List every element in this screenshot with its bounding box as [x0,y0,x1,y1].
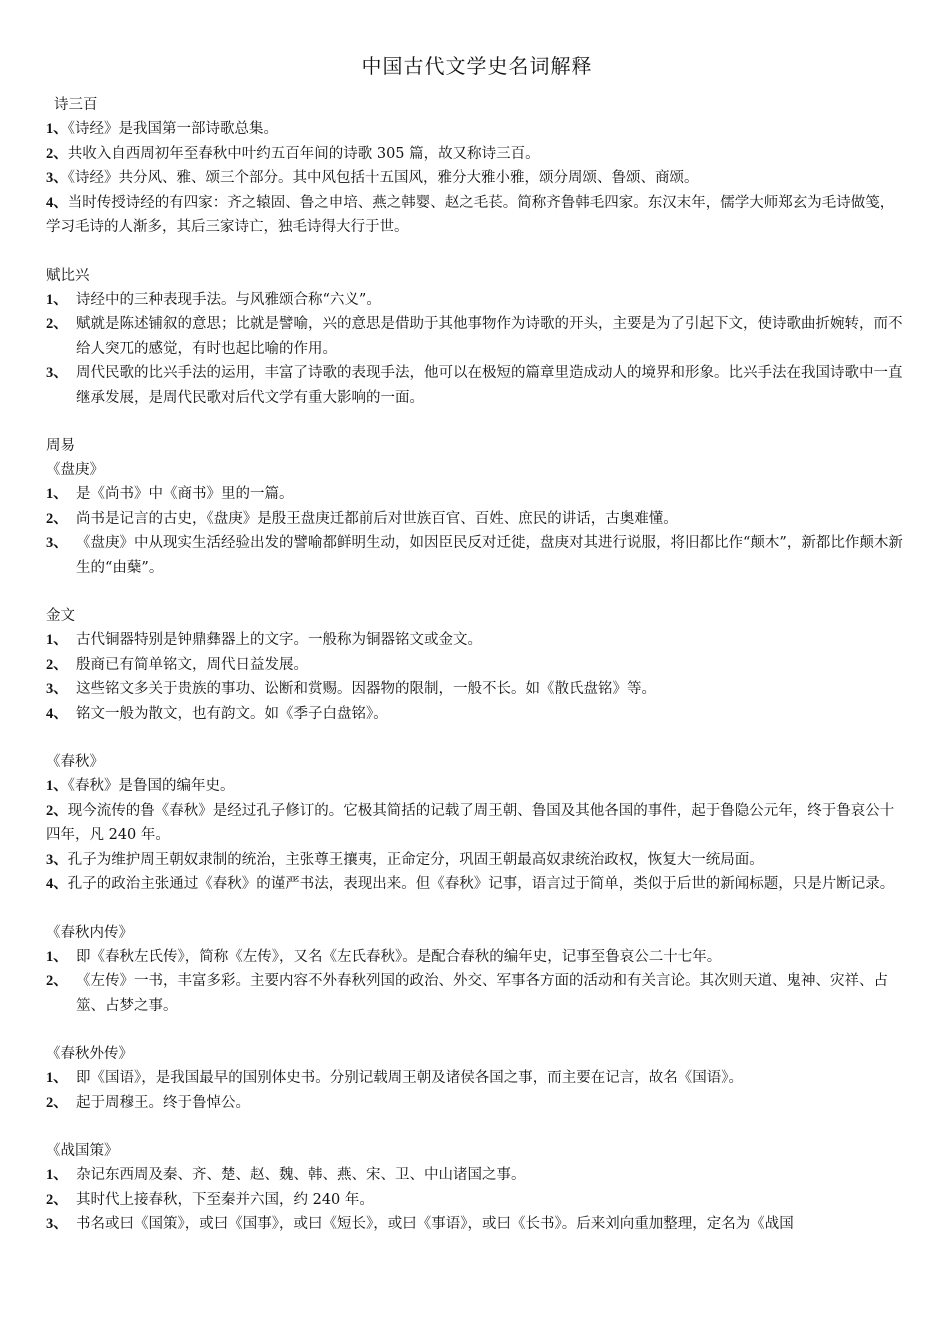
list-item [46,702,908,727]
list-item [46,166,908,191]
item-number: 3、 [46,365,68,381]
item-text: 赋就是陈述铺叙的意思；比就是譬喻，兴的意思是借助于其他事物作为诗歌的开头，主要是为了引起下文，使诗歌曲折婉转，而不给人突兀的感觉，有时也起比喻的作用。 [76,316,903,357]
item-text: 孔子的政治主张通过《春秋》的谨严书法，表现出来。但《春秋》记事，语言过于简单，类似于后世的新闻标题，只是片断记录。 [67,876,895,892]
list-item [46,969,908,1018]
item-number: 2、 [46,316,68,332]
list-item [46,872,908,897]
item-number: 4、 [46,876,68,892]
list-item [46,677,908,702]
item-text: 书名或曰《国策》，或曰《国事》，或曰《短长》，或曰《事语》，或曰《长书》。后来刘向重加整理，定名为《战国 [76,1216,794,1232]
list-item [46,312,908,361]
item-text: 周代民歌的比兴手法的运用，丰富了诗歌的表现手法，他可以在极短的篇章里造成动人的境界和形象。比兴手法在我国诗歌中一直继承发展，是周代民歌对后代文学有重大影响的一面。 [76,365,903,406]
section-heading: 《春秋》 [46,754,104,770]
item-number: 3、 [46,1216,68,1232]
list-item [46,774,908,799]
list-item [46,117,908,142]
item-number: 1、 [46,948,68,965]
item-number: 2、 [46,802,68,819]
item-number: 3、 [46,681,68,697]
section [46,93,908,240]
list-item [46,482,908,507]
item-text: 杂记东西周及秦、齐、楚、赵、魏、韩、燕、宋、卫、中山诸国之事。 [76,1167,526,1183]
list-item [46,653,908,678]
list-item [46,507,908,532]
item-number: 2、 [46,145,68,162]
item-text: 当时传授诗经的有四家：齐之辕固、鲁之申培、燕之韩婴、赵之毛苌。简称齐鲁韩毛四家。东汉末年，儒学大师郑玄为毛诗做笺，学习毛诗的人渐多，其后三家诗亡，独毛诗得大行于世。 [46,194,895,235]
item-text: 是《尚书》中《商书》里的一篇。 [76,486,294,502]
item-number: 1、 [46,1167,68,1183]
item-number: 3、 [46,535,68,551]
item-number: 2、 [46,1191,68,1208]
section-list [46,93,908,1237]
section-subheading: 《盘庚》 [46,462,104,478]
list-item [46,848,908,873]
section [46,434,908,580]
item-number: 1、 [46,632,68,648]
section-heading: 诗三百 [54,97,98,113]
item-text: 现今流传的鲁《春秋》是经过孔子修订的。它极其简括的记载了周王朝、鲁国及其他各国的事件，起于鲁隐公元年，终于鲁哀公十四年，凡 240 年。 [46,802,895,843]
list-item [46,945,908,970]
item-text: 《盘庚》中从现实生活经验出发的譬喻都鲜明生动，如因臣民反对迁徙，盘庚对其进行说服，将旧都比作“颠木”，新都比作颠木新生的“由蘖”。 [76,535,903,576]
list-item [46,1188,908,1213]
item-text: 《诗经》共分风、雅、颂三个部分。其中风包括十五国风，雅分大雅小雅，颂分周颂、鲁颂、商颂。 [67,170,699,186]
section [46,921,908,1019]
list-item [46,799,908,848]
list-item [46,1212,908,1237]
section [46,264,908,411]
list-item [46,142,908,167]
section-heading: 金文 [46,608,75,624]
item-text: 共收入自西周初年至春秋中叶约五百年间的诗歌 305 篇，故又称诗三百。 [67,145,540,162]
item-number: 4、 [46,194,68,211]
item-text: 《左传》一书，丰富多彩。主要内容不外春秋列国的政治、外交、军事各方面的活动和有关言论。其次则天道、鬼神、灾祥、占筮、占梦之事。 [76,973,888,1014]
item-text: 即《国语》，是我国最早的国别体史书。分别记载周王朝及诸侯各国之事，而主要在记言，故名《国语》。 [76,1070,743,1086]
list-item [46,361,908,410]
item-text: 《春秋》是鲁国的编年史。 [67,778,235,794]
item-number: 1、 [46,486,68,502]
item-number: 1、 [46,1070,68,1086]
section-heading: 《春秋外传》 [46,1046,133,1062]
item-number: 2、 [46,510,68,527]
item-number: 4、 [46,705,68,722]
item-text: 古代铜器特别是钟鼎彝器上的文字。一般称为铜器铭文或金文。 [76,632,482,648]
list-item [46,288,908,313]
list-item [46,191,908,240]
item-number: 1、 [46,778,68,794]
item-text: 尚书是记言的古史，《盘庚》是殷王盘庚迁都前后对世族百官、百姓、庶民的讲话，古奥难懂。 [76,510,678,527]
section [46,1042,908,1115]
list-item [46,1163,908,1188]
item-text: 《诗经》是我国第一部诗歌总集。 [67,121,278,137]
item-number: 1、 [46,291,68,308]
item-number: 1、 [46,121,68,137]
item-number: 3、 [46,170,68,186]
item-text: 诗经中的三种表现手法。与风雅颂合称“六义”。 [76,291,381,308]
item-text: 孔子为维护周王朝奴隶制的统治，主张尊王攘夷，正命定分，巩固王朝最高奴隶统治政权，恢复大一统局面。 [67,851,764,868]
list-item [46,531,908,580]
item-text: 其时代上接春秋，下至秦并六国，约 240 年。 [76,1191,374,1208]
list-item [46,628,908,653]
item-text: 殷商已有简单铭文，周代日益发展。 [76,656,308,673]
document-title: 中国古代文学史名词解释 [361,54,593,78]
section [46,604,908,726]
item-number: 2、 [46,656,68,673]
section [46,750,908,897]
list-item [46,1091,908,1116]
item-text: 起于周穆王。终于鲁悼公。 [76,1094,250,1111]
item-text: 铭文一般为散文，也有韵文。如《季子白盘铭》。 [76,705,388,722]
section-heading: 周易 [46,438,75,454]
item-number: 2、 [46,1094,68,1111]
item-number: 3、 [46,851,68,868]
item-text: 这些铭文多关于贵族的事功、讼断和赏赐。因器物的限制，一般不长。如《散氏盘铭》等。 [76,681,656,697]
item-text: 即《春秋左氏传》，简称《左传》，又名《左氏春秋》。是配合春秋的编年史，记事至鲁哀公二十七年。 [76,948,722,965]
list-item [46,1066,908,1091]
section-heading: 《春秋内传》 [46,924,133,941]
item-number: 2、 [46,973,68,989]
section [46,1139,908,1237]
section-heading: 赋比兴 [46,267,90,284]
section-heading: 《战国策》 [46,1143,119,1159]
